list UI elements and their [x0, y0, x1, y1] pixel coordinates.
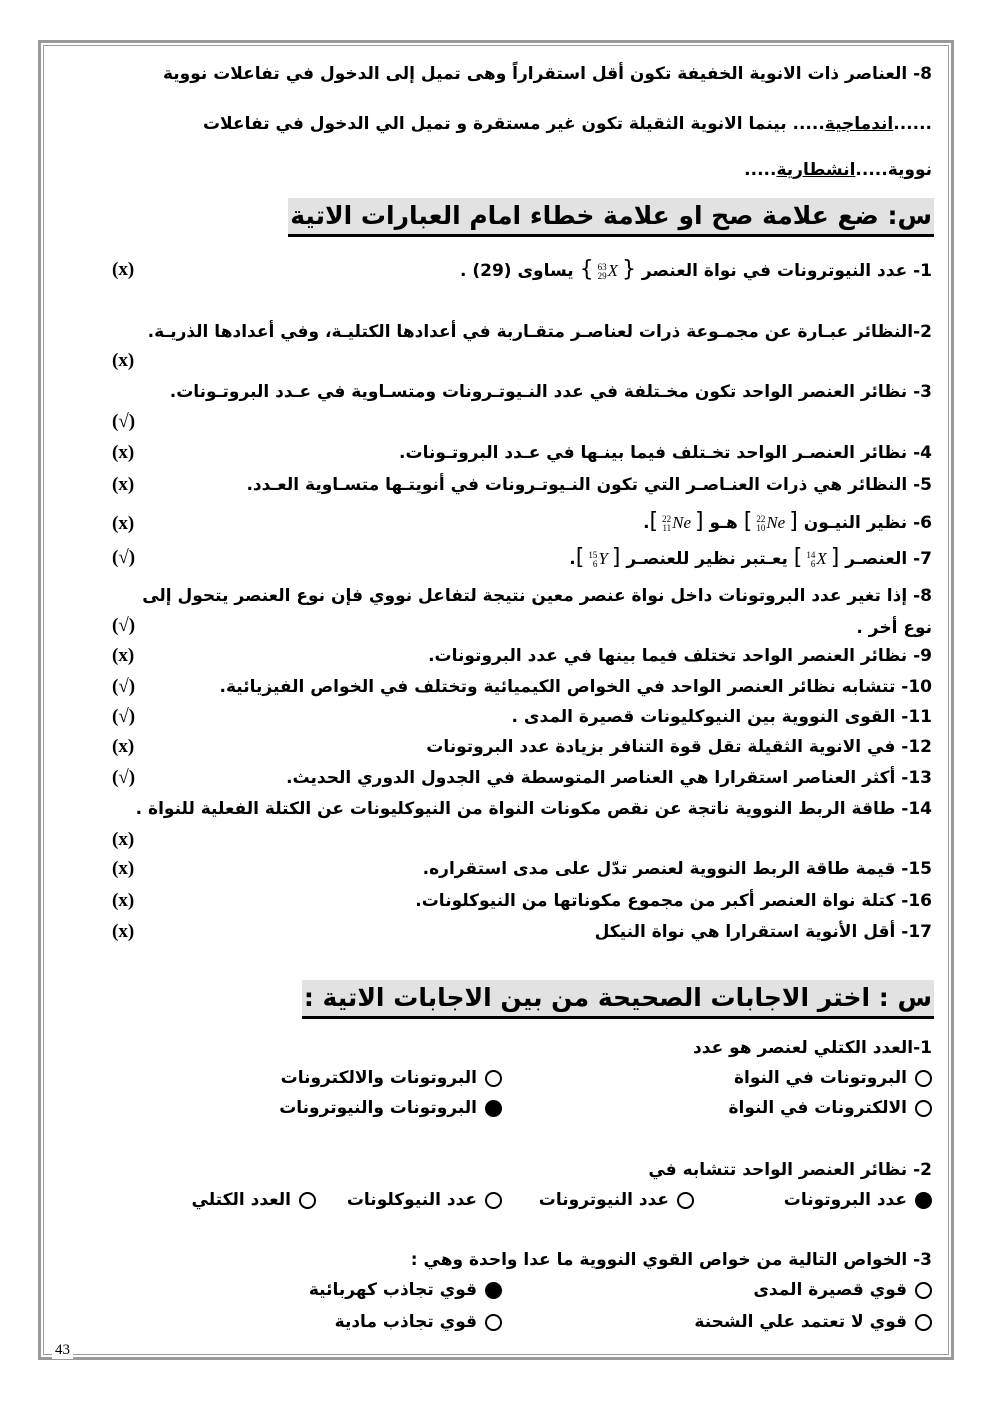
tf-mark-2: (x) — [112, 350, 135, 371]
tf-item-11: 11- القوى النووية بين النيوكليونات قصيرة المدى . — [511, 707, 932, 727]
tf-mark-7: (√) — [112, 547, 136, 568]
radio-empty-icon — [485, 1070, 502, 1087]
mcq-2-option-d[interactable]: العدد الكتلي — [192, 1188, 316, 1212]
mcq-1-question: 1-العدد الكتلي لعنصر هو عدد — [693, 1038, 932, 1058]
radio-filled-icon — [485, 1100, 502, 1117]
nuclide-ne-22-10: 22 10Ne — [756, 513, 786, 534]
tf-mark-3: (√) — [112, 411, 136, 432]
mcq-3-option-c[interactable]: قوي لا تعتمد علي الشحنة — [694, 1310, 932, 1334]
mcq-3-option-a[interactable]: قوي قصيرة المدى — [753, 1278, 932, 1302]
tf-item-3: 3- نظائر العنصر الواحد تكون مخـتلفة في عدد النـيوتـرونات ومتسـاوية في عـدد البروتـونات. — [169, 382, 932, 402]
mcq-3-option-d[interactable]: قوي تجاذب مادية — [335, 1310, 502, 1334]
radio-empty-icon — [485, 1192, 502, 1209]
tf-mark-14: (x) — [112, 829, 135, 850]
radio-empty-icon — [485, 1314, 502, 1331]
tf-item-12: 12- في الانوية الثقيلة تقل قوة التنافر بزيادة عدد البروتونات — [426, 737, 932, 757]
section1-title: س: ضع علامة صح او علامة خطاء امام العبارات الاتية — [288, 198, 934, 237]
tf-mark-13: (√) — [112, 767, 136, 788]
mcq-3-option-b[interactable]: قوي تجاذب كهربائية — [309, 1278, 502, 1302]
tf-mark-6: (x) — [112, 513, 135, 534]
tf-item-16: 16- كتلة نواة العنصر أكبر من مجموع مكوناتها من النيوكلونات. — [415, 891, 932, 911]
tf-item-10: 10- تتشابه نظائر العنصر الواحد في الخواص الكيميائية وتختلف في الخواص الفيزيائية. — [219, 677, 932, 697]
answer-fusion: اندماجية — [824, 114, 894, 134]
tf-mark-17: (x) — [112, 921, 135, 942]
tf-mark-12: (x) — [112, 736, 135, 757]
intro-line-1: 8- العناصر ذات الانوية الخفيفة تكون أقل استقراراً وهى تميل إلى الدخول في تفاعلات نووية — [162, 64, 932, 84]
tf-item-5: 5- النظائر هي ذرات العنـاصـر التي تكون النـيوتـرونات في أنويتـها متسـاوية العـدد. — [246, 475, 932, 495]
tf-item-2: 2-النظائر عبـارة عن مجمـوعة ذرات لعناصـر متقـاربة في أعدادها الكتليـة، وفي أعدادها الذريـة. — [147, 322, 932, 342]
tf-item-1: 1- عدد النيوترونات في نواة العنصر {63 29X} يساوى (29) . — [459, 257, 932, 282]
radio-empty-icon — [915, 1314, 932, 1331]
mcq-1-option-c[interactable]: الالكترونات في النواة — [728, 1096, 932, 1120]
tf-item-14: 14- طاقة الربط النووية ناتجة عن نقص مكونات النواة من النيوكليونات عن الكتلة الفعلية للنواة . — [135, 799, 932, 819]
tf-mark-8: (√) — [112, 615, 136, 636]
tf-mark-10: (√) — [112, 676, 136, 697]
nuclide-ne-22-11: 22 11Ne — [662, 513, 692, 534]
tf-item-9: 9- نظائر العنصر الواحد تختلف فيما بينها في عدد البروتونات. — [428, 646, 932, 666]
mcq-1-option-d[interactable]: البروتونات والنيوترونات — [279, 1096, 502, 1120]
mcq-2-question: 2- نظائر العنصر الواحد تتشابه في — [648, 1160, 932, 1180]
tf-item-8-line-2: نوع أخر . — [856, 618, 932, 638]
tf-item-7: 7- العنصـر [14 6X] يعـتبر نظير للعنصـر [15 6Y]. — [569, 545, 932, 570]
radio-empty-icon — [915, 1070, 932, 1087]
mcq-2-option-b[interactable]: عدد النيوترونات — [539, 1188, 694, 1212]
nuclide-x-63-29: 63 29X — [597, 261, 618, 282]
tf-mark-9: (x) — [112, 645, 135, 666]
mcq-1-option-a[interactable]: البروتونات في النواة — [734, 1066, 932, 1090]
tf-mark-4: (x) — [112, 442, 135, 463]
intro-line-3: نووية.....انشطارية..... — [744, 160, 932, 180]
radio-empty-icon — [677, 1192, 694, 1209]
tf-item-8-line-1: 8- إذا تغير عدد البروتونات داخل نواة عنصر معين نتيجة لتفاعل نووي فإن نوع العنصر يتحول إلى — [142, 586, 932, 606]
page-number: 43 — [52, 1342, 73, 1359]
intro-line-2: ......اندماجية..... بينما الانوية الثقيلة تكون غير مستقرة و تميل الي الدخول في تفاعلات — [202, 114, 932, 134]
radio-filled-icon — [915, 1192, 932, 1209]
tf-item-13: 13- أكثر العناصر استقرارا هي العناصر المتوسطة في الجدول الدوري الحديث. — [286, 768, 932, 788]
tf-item-4: 4- نظائر العنصـر الواحد تخـتلف فيما بينـها في عـدد البروتـونات. — [399, 443, 932, 463]
tf-mark-1: (x) — [112, 259, 135, 280]
tf-mark-16: (x) — [112, 890, 135, 911]
radio-empty-icon — [915, 1100, 932, 1117]
mcq-3-question: 3- الخواص التالية من خواص القوي النووية ما عدا واحدة وهي : — [410, 1250, 932, 1270]
tf-item-17: 17- أقل الأنوية استقرارا هي نواة النيكل — [594, 922, 932, 942]
answer-fission: انشطارية — [776, 160, 856, 180]
nuclide-y-15-6: 15 6Y — [588, 549, 608, 570]
tf-mark-11: (√) — [112, 706, 136, 727]
mcq-2-option-a[interactable]: عدد البروتونات — [784, 1188, 932, 1212]
section2-title: س : اختر الاجابات الصحيحة من بين الاجابات الاتية : — [302, 980, 934, 1019]
tf-item-15: 15- قيمة طاقة الربط النووية لعنصر تدّل على مدى استقراره. — [422, 859, 932, 879]
radio-empty-icon — [915, 1282, 932, 1299]
nuclide-x-14-6: 14 6X — [806, 549, 827, 570]
mcq-1-option-b[interactable]: البروتونات والالكترونات — [281, 1066, 502, 1090]
tf-mark-5: (x) — [112, 474, 135, 495]
radio-empty-icon — [299, 1192, 316, 1209]
radio-filled-icon — [485, 1282, 502, 1299]
tf-item-6: 6- نظير النيـون [22 10Ne] هـو [22 11Ne]. — [643, 509, 932, 534]
tf-mark-15: (x) — [112, 858, 135, 879]
mcq-2-option-c[interactable]: عدد النيوكلونات — [347, 1188, 502, 1212]
